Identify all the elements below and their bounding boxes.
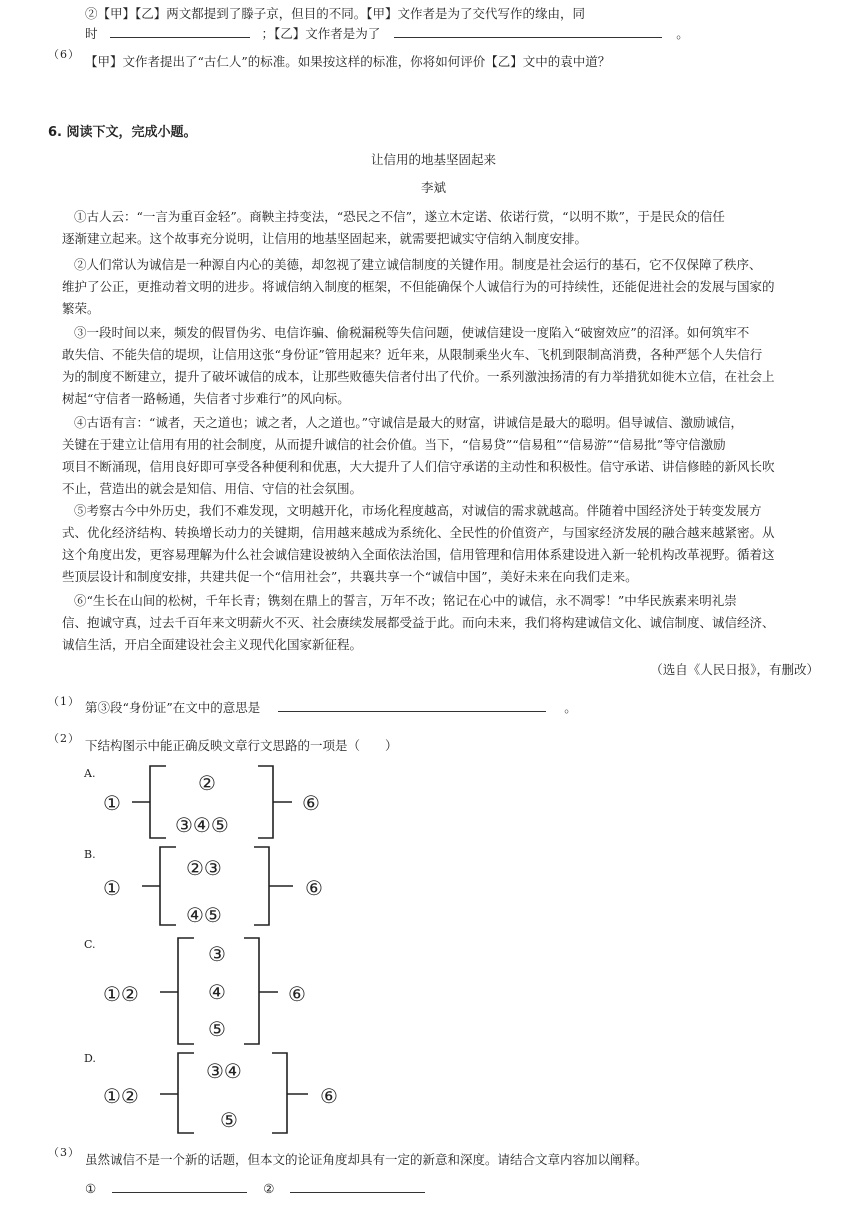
paragraph-line: ③一段时间以来，频发的假冒伪劣、电信诈骗、偷税漏税等失信问题，使诚信建设一度陷入“破窗效应”的沼泽。如何筑牢不 [74,325,750,340]
answer-blank[interactable] [290,1180,425,1193]
paragraph-line: ⑤考察古今中外历史，我们不难发现，文明越开化，市场化程度越高，对诚信的需求就越高。伴随着中国经济处于转变发展方 [74,503,762,518]
paragraph-line: 这个角度出发，更容易理解为什么社会诚信建设被纳入全面依法治国，信用管理和信用体系建设进入新一轮机构改革视野。循着这 [62,547,775,562]
text: ；【乙】文作者是为了 [261,26,381,41]
answer-line [85,1180,425,1196]
diagram-node: ③④⑤ [175,813,229,837]
paragraph-line: 关键在于建立让信用有用的社会制度，从而提升诚信的社会价值。当下，“信易贷”“信易租”“信易游”“信易批”等守信激励 [62,437,726,452]
option-b[interactable] [84,847,323,927]
option-label: C. [84,938,96,951]
blank-label: ① [85,1181,97,1196]
paragraph-line: 逐渐建立起来。这个故事充分说明，让信用的地基坚固起来，就需要把诚实守信纳入制度安排。 [62,231,588,246]
answer-blank[interactable] [112,1180,247,1193]
question-2: 下结构图示中能正确反映文章行文思路的一项是（ ） [85,738,398,753]
question-text: 【甲】文作者提出了“古仁人”的标准。如果按这样的标准，你将如何评价【乙】文中的袁中道？ [85,54,611,69]
paragraph-line: 维护了公正，更推动着文明的进步。将诚信纳入制度的框架，不但能确保个人诚信行为的可持续性，还能促进社会的发展与国家的 [62,279,775,294]
text: 。 [564,700,577,715]
option-label: B. [84,848,96,861]
diagram-node: ① [103,791,121,815]
option-label: A. [84,767,96,780]
paragraph-line: 式、优化经济结构、转换增长动力的关键期，信用越来越成为系统化、全民性的价值资产，与国家经济发展的融合越来越紧密。从 [62,525,775,540]
diagram-node: ①② [103,1084,139,1108]
paragraph-line: ②人们常认为诚信是一种源自内心的美德，却忽视了建立诚信制度的关键作用。制度是社会运行的基石，它不仅保障了秩序、 [74,257,762,272]
paragraph-line: 敢失信、不能失信的堤坝，让信用这张“身份证”管用起来？近年来，从限制乘坐火车、飞机到限制高消费，各种严惩个人失信行 [62,347,763,362]
diagram-node: ⑥ [288,982,306,1006]
diagram-node: ③ [208,942,226,966]
text: 第③段“身份证”在文中的意思是 [85,700,261,715]
text: 。 [676,26,689,41]
article-author: 李斌 [420,180,446,195]
paragraph-line: 信、抱诚守真，过去千百年来文明薪火不灭、社会赓续发展都受益于此。而向未来，我们将构建诚信文化、诚信制度、诚信经济、 [62,615,775,630]
question-number: （6） [48,48,80,61]
diagram-node: ① [103,876,121,900]
option-d[interactable] [84,1052,338,1133]
paragraph-line: ⑥“生长在山间的松树，千年长青；镌刻在鼎上的誓言，万年不改；铭记在心中的诚信，永不凋零！”中华民族素来明礼崇 [74,593,737,608]
diagram-node: ⑥ [302,791,320,815]
paragraph-line: 项目不断涌现，信用良好即可享受各种便利和优惠，大大提升了人们信守承诺的主动性和积极性。信守承诺、讲信修睦的新风长吹 [62,459,775,474]
option-c[interactable] [84,938,306,1044]
section-heading: 6. 阅读下文，完成小题。 [48,125,197,140]
diagram-node: ①② [103,982,139,1006]
diagram-node: ⑤ [220,1108,238,1132]
paragraph-line: 些顶层设计和制度安排，共建共促一个“信用社会”，共襄共享一个“诚信中国”，美好未来在向我们走来。 [62,569,638,584]
source-note: （选自《人民日报》，有删改） [650,662,819,677]
paragraph-line: ①古人云：“一言为重百金轻”。商鞅主持变法，“恐民之不信”，遂立木定诺、依诺行赏，“以明不欺”，于是民众的信任 [74,209,725,224]
question-3: 虽然诚信不是一个新的话题，但本文的论证角度却具有一定的新意和深度。请结合文章内容加以阐释。 [85,1152,648,1167]
diagram-node: ⑥ [305,876,323,900]
diagram-node: ② [198,771,216,795]
paragraph-line: 不止，营造出的就会是知信、用信、守信的社会氛围。 [62,481,363,496]
diagram-node: ⑤ [208,1017,226,1041]
option-label: D. [84,1052,96,1065]
question-number: （1） [48,695,80,708]
paragraph-line: 诚信生活，开启全面建设社会主义现代化国家新征程。 [62,637,363,652]
diagram-node: ④ [208,980,226,1004]
prev-question-line: ②【甲】【乙】两文都提到了滕子京，但目的不同。【甲】文作者是为了交代写作的缘由，同 [85,6,586,21]
diagram-node: ②③ [186,856,222,880]
paragraph-line: 繁荣。 [62,301,100,316]
text: 时 [85,26,98,41]
option-a[interactable] [83,766,320,838]
blank-label: ② [263,1181,275,1196]
article-title: 让信用的地基坚固起来 [370,152,496,167]
question-number: （2） [48,732,80,745]
paragraph-line: 树起“守信者一路畅通，失信者寸步难行”的风向标。 [62,391,350,406]
paragraph-line: 为的制度不断建立，提升了破坏诚信的成本，让那些败德失信者付出了代价。一系列激浊扬清的有力举措犹如徙木立信，在社会上 [62,369,775,384]
diagram-node: ③④ [206,1059,242,1083]
diagram-node: ④⑤ [186,903,222,927]
paragraph-line: ④古语有言：“诚者，天之道也；诚之者，人之道也。”守诚信是最大的财富，讲诚信是最大的聪明。倡导诚信、激励诚信， [74,415,744,430]
diagram-node: ⑥ [320,1084,338,1108]
question-number: （3） [48,1146,80,1159]
